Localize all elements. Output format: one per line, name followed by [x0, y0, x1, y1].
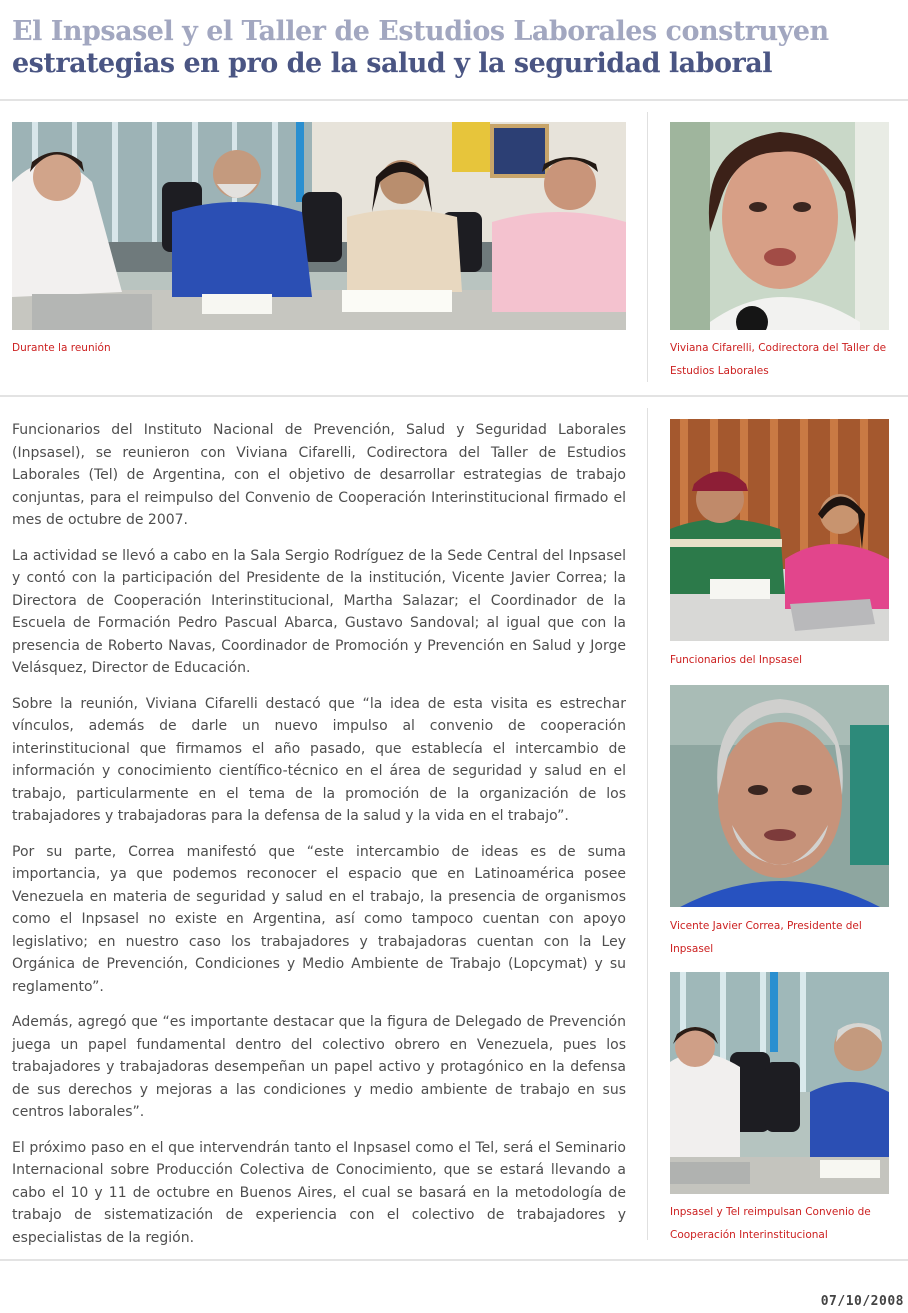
correa-photo-caption: Vicente Javier Correa, Presidente del Inpsasel — [670, 920, 862, 955]
divider-top — [0, 99, 908, 101]
funcionarios-photo — [670, 419, 889, 641]
article-paragraph: La actividad se llevó a cabo en la Sala Sergio Rodríguez de la Sede Central del Inpsasel y contó con la participación del Presidente de la institución, Vicente Javier Correa; la Directora de Cooperación Interinstitucional, Martha Salazar; el Coordinador de la Escuela de Formación Pedro Pascual Abarca, Gustavo Sandoval; al igual que con la presencia de Roberto Navas, Coordinador de Promoción y Prevención en Salud y Jorge Velásquez, Director de Educación. — [12, 547, 626, 676]
divider-vertical-top — [647, 112, 648, 382]
meeting-photo — [12, 122, 626, 330]
title-line-1: El Inpsasel y el Taller de Estudios Laborales construyen — [12, 16, 829, 47]
cifarelli-photo — [670, 122, 889, 330]
meeting-photo-caption: Durante la reunión — [12, 342, 111, 354]
divider-vertical-main — [647, 408, 648, 1240]
article-paragraph: El próximo paso en el que intervendrán tanto el Inpsasel como el Tel, será el Seminario Internacional sobre Producción Colectiva de Conocimiento, que se estará llevando a cabo el 10 y 11 de octubre en Buenos Aires, el cual se basará en la metodología de trabajo de sistematización de experiencia con el colectivo de trabajadores y especialistas de la región. — [12, 1139, 626, 1246]
article-body — [12, 419, 626, 1262]
article-paragraph: Funcionarios del Instituto Nacional de Prevención, Salud y Seguridad Laborales (Inpsasel), se reunieron con Viviana Cifarelli, Codirectora del Taller de Estudios Laborales (Tel) de Argentina, con el objetivo de desarrollar estrategias de trabajo conjuntas, para el reimpulso del Convenio de Cooperación Interinstitucional firmado el mes de octubre de 2007. — [12, 422, 626, 528]
title-line-2: estrategias en pro de la salud y la seguridad laboral — [12, 48, 773, 79]
article-paragraph: Por su parte, Correa manifestó que “este intercambio de ideas es de suma importancia, ya que podemos reconocer el espacio que en Latinoamérica posee Venezuela en materia de seguridad y salud en el trabajo, la presencia de organismos como el Inpsasel no existe en Argentina, así como tampoco cuentan con apoyo legislativo; en nuestro caso los trabajadores y trabajadoras cuentan con la Ley Orgánica de Prevención, Condiciones y Medio Ambiente de Trabajo (Lopcymat) y su reglamento”. — [12, 843, 626, 995]
divider-middle — [0, 395, 908, 397]
article-paragraph: Sobre la reunión, Viviana Cifarelli destacó que “la idea de esta visita es estrechar vínculos, además de darle un nuevo impulso al convenio de cooperación interinstitucional que firmamos el año pasado, que establecía el intercambio de información y conocimiento científico-técnico en el área de seguridad y salud en el trabajo, particularmente en el tema de la promoción de la organización de los trabajadores y trabajadoras para la defensa de la salud y la vida en el trabajo”. — [12, 695, 626, 824]
correa-photo — [670, 685, 889, 907]
article-paragraph: Además, agregó que “es importante destacar que la figura de Delegado de Prevención juega un papel fundamental dentro del colectivo obrero en Venezuela, pues los trabajadores y trabajadoras desempeñan un papel activo y protagónico en la defensa de sus derechos y mejoras a las condiciones y medio ambiente de trabajo en sus centros laborales”. — [12, 1014, 626, 1120]
article-title — [12, 16, 892, 80]
convenio-photo-caption: Inpsasel y Tel reimpulsan Convenio de Cooperación Interinstitucional — [670, 1206, 871, 1241]
convenio-photo — [670, 972, 889, 1194]
cifarelli-photo-caption: Viviana Cifarelli, Codirectora del Taller de Estudios Laborales — [670, 342, 887, 377]
funcionarios-photo-caption: Funcionarios del Inpsasel — [670, 654, 802, 666]
publication-date: 07/10/2008 — [820, 1294, 904, 1309]
